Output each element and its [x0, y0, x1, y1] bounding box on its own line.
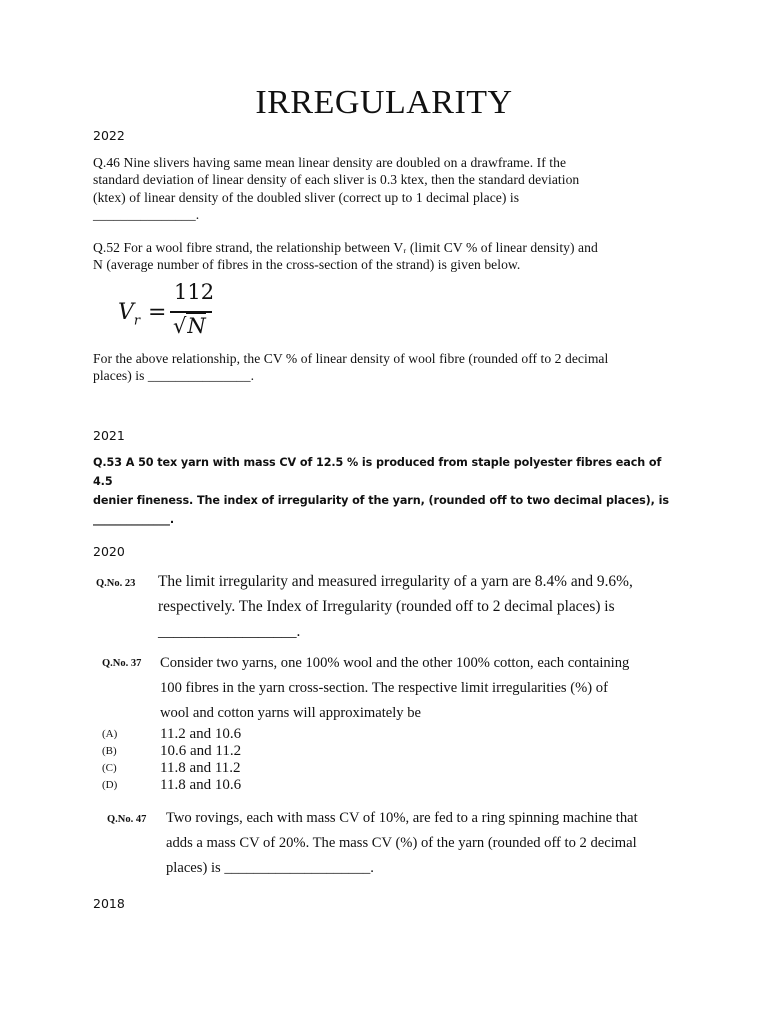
q53-line: denier fineness. The index of irregularity of the yarn, (rounded off to two decimal places), is	[93, 494, 669, 507]
q52-after-line: places) is _______________.	[93, 368, 255, 384]
qno23-line: respectively. The Index of Irregularity (rounded off to 2 decimal places) is	[158, 598, 615, 615]
year-heading-2018: 2018	[93, 896, 125, 911]
qno-47-label: Q.No. 47	[107, 814, 147, 825]
year-heading-2021: 2021	[93, 428, 125, 443]
qno47-line: places) is ____________________.	[166, 860, 374, 876]
qno37-line: Consider two yarns, one 100% wool and the other 100% cotton, each containing	[160, 655, 630, 671]
q46-line: standard deviation of linear density of each sliver is 0.3 ktex, then the standard deviation	[93, 172, 580, 188]
sqrt-icon: √	[173, 314, 187, 338]
qno37-line: 100 fibres in the yarn cross-section. The respective limit irregularities (%) of	[160, 680, 608, 696]
formula-equals: =	[148, 300, 167, 325]
question-qno47	[166, 806, 676, 881]
option-a: (A) 11.2 and 10.6	[102, 726, 242, 742]
option-d: (D) 11.8 and 10.6	[102, 777, 242, 793]
qno23-line: __________________.	[158, 623, 301, 640]
year-heading-2020: 2020	[93, 544, 125, 559]
q52-after-line: For the above relationship, the CV % of linear density of wool fibre (rounded off to 2 decimal	[93, 351, 609, 366]
formula-numerator: 112	[174, 280, 215, 304]
q46-line: (ktex) of linear density of the doubled sliver (correct up to 1 decimal place) is	[93, 189, 520, 205]
q52-line: N (average number of fibres in the cross-section of the strand) is given below.	[93, 257, 521, 273]
option-c: (C) 11.8 and 11.2	[102, 760, 241, 776]
qno-23-label: Q.No. 23	[96, 578, 136, 589]
q46-line: _______________.	[93, 206, 200, 222]
formula-lhs: $V_r$	[118, 300, 141, 329]
formula-denominator: √N	[173, 314, 206, 338]
question-q46	[93, 154, 675, 223]
question-q52	[93, 239, 675, 274]
qno47-line: adds a mass CV of 20%. The mass CV (%) of the yarn (rounded off to 2 decimal	[166, 835, 637, 851]
question-q53	[93, 453, 675, 529]
q53-line: ______________.	[93, 513, 175, 526]
q53-line: Q.53 A 50 tex yarn with mass CV of 12.5 % is produced from staple polyester fibres each of 4.5	[93, 456, 662, 488]
question-q52-followup	[93, 350, 675, 385]
q52-line: Q.52 For a wool fibre strand, the relationship between Vᵣ (limit CV % of linear density) and	[93, 240, 598, 255]
question-qno23	[158, 569, 678, 644]
qno-37-label: Q.No. 37	[102, 658, 142, 669]
question-qno37	[160, 651, 680, 726]
year-heading-2022: 2022	[93, 128, 125, 143]
qno37-line: wool and cotton yarns will approximately be	[160, 705, 422, 721]
option-b: (B) 10.6 and 11.2	[102, 743, 242, 759]
q46-line: Q.46 Nine slivers having same mean linear density are doubled on a drawframe. If the	[93, 155, 567, 170]
qno47-line: Two rovings, each with mass CV of 10%, are fed to a ring spinning machine that	[166, 810, 638, 826]
page-title: IRREGULARITY	[255, 84, 513, 121]
qno23-line: The limit irregularity and measured irregularity of a yarn are 8.4% and 9.6%,	[158, 573, 633, 590]
